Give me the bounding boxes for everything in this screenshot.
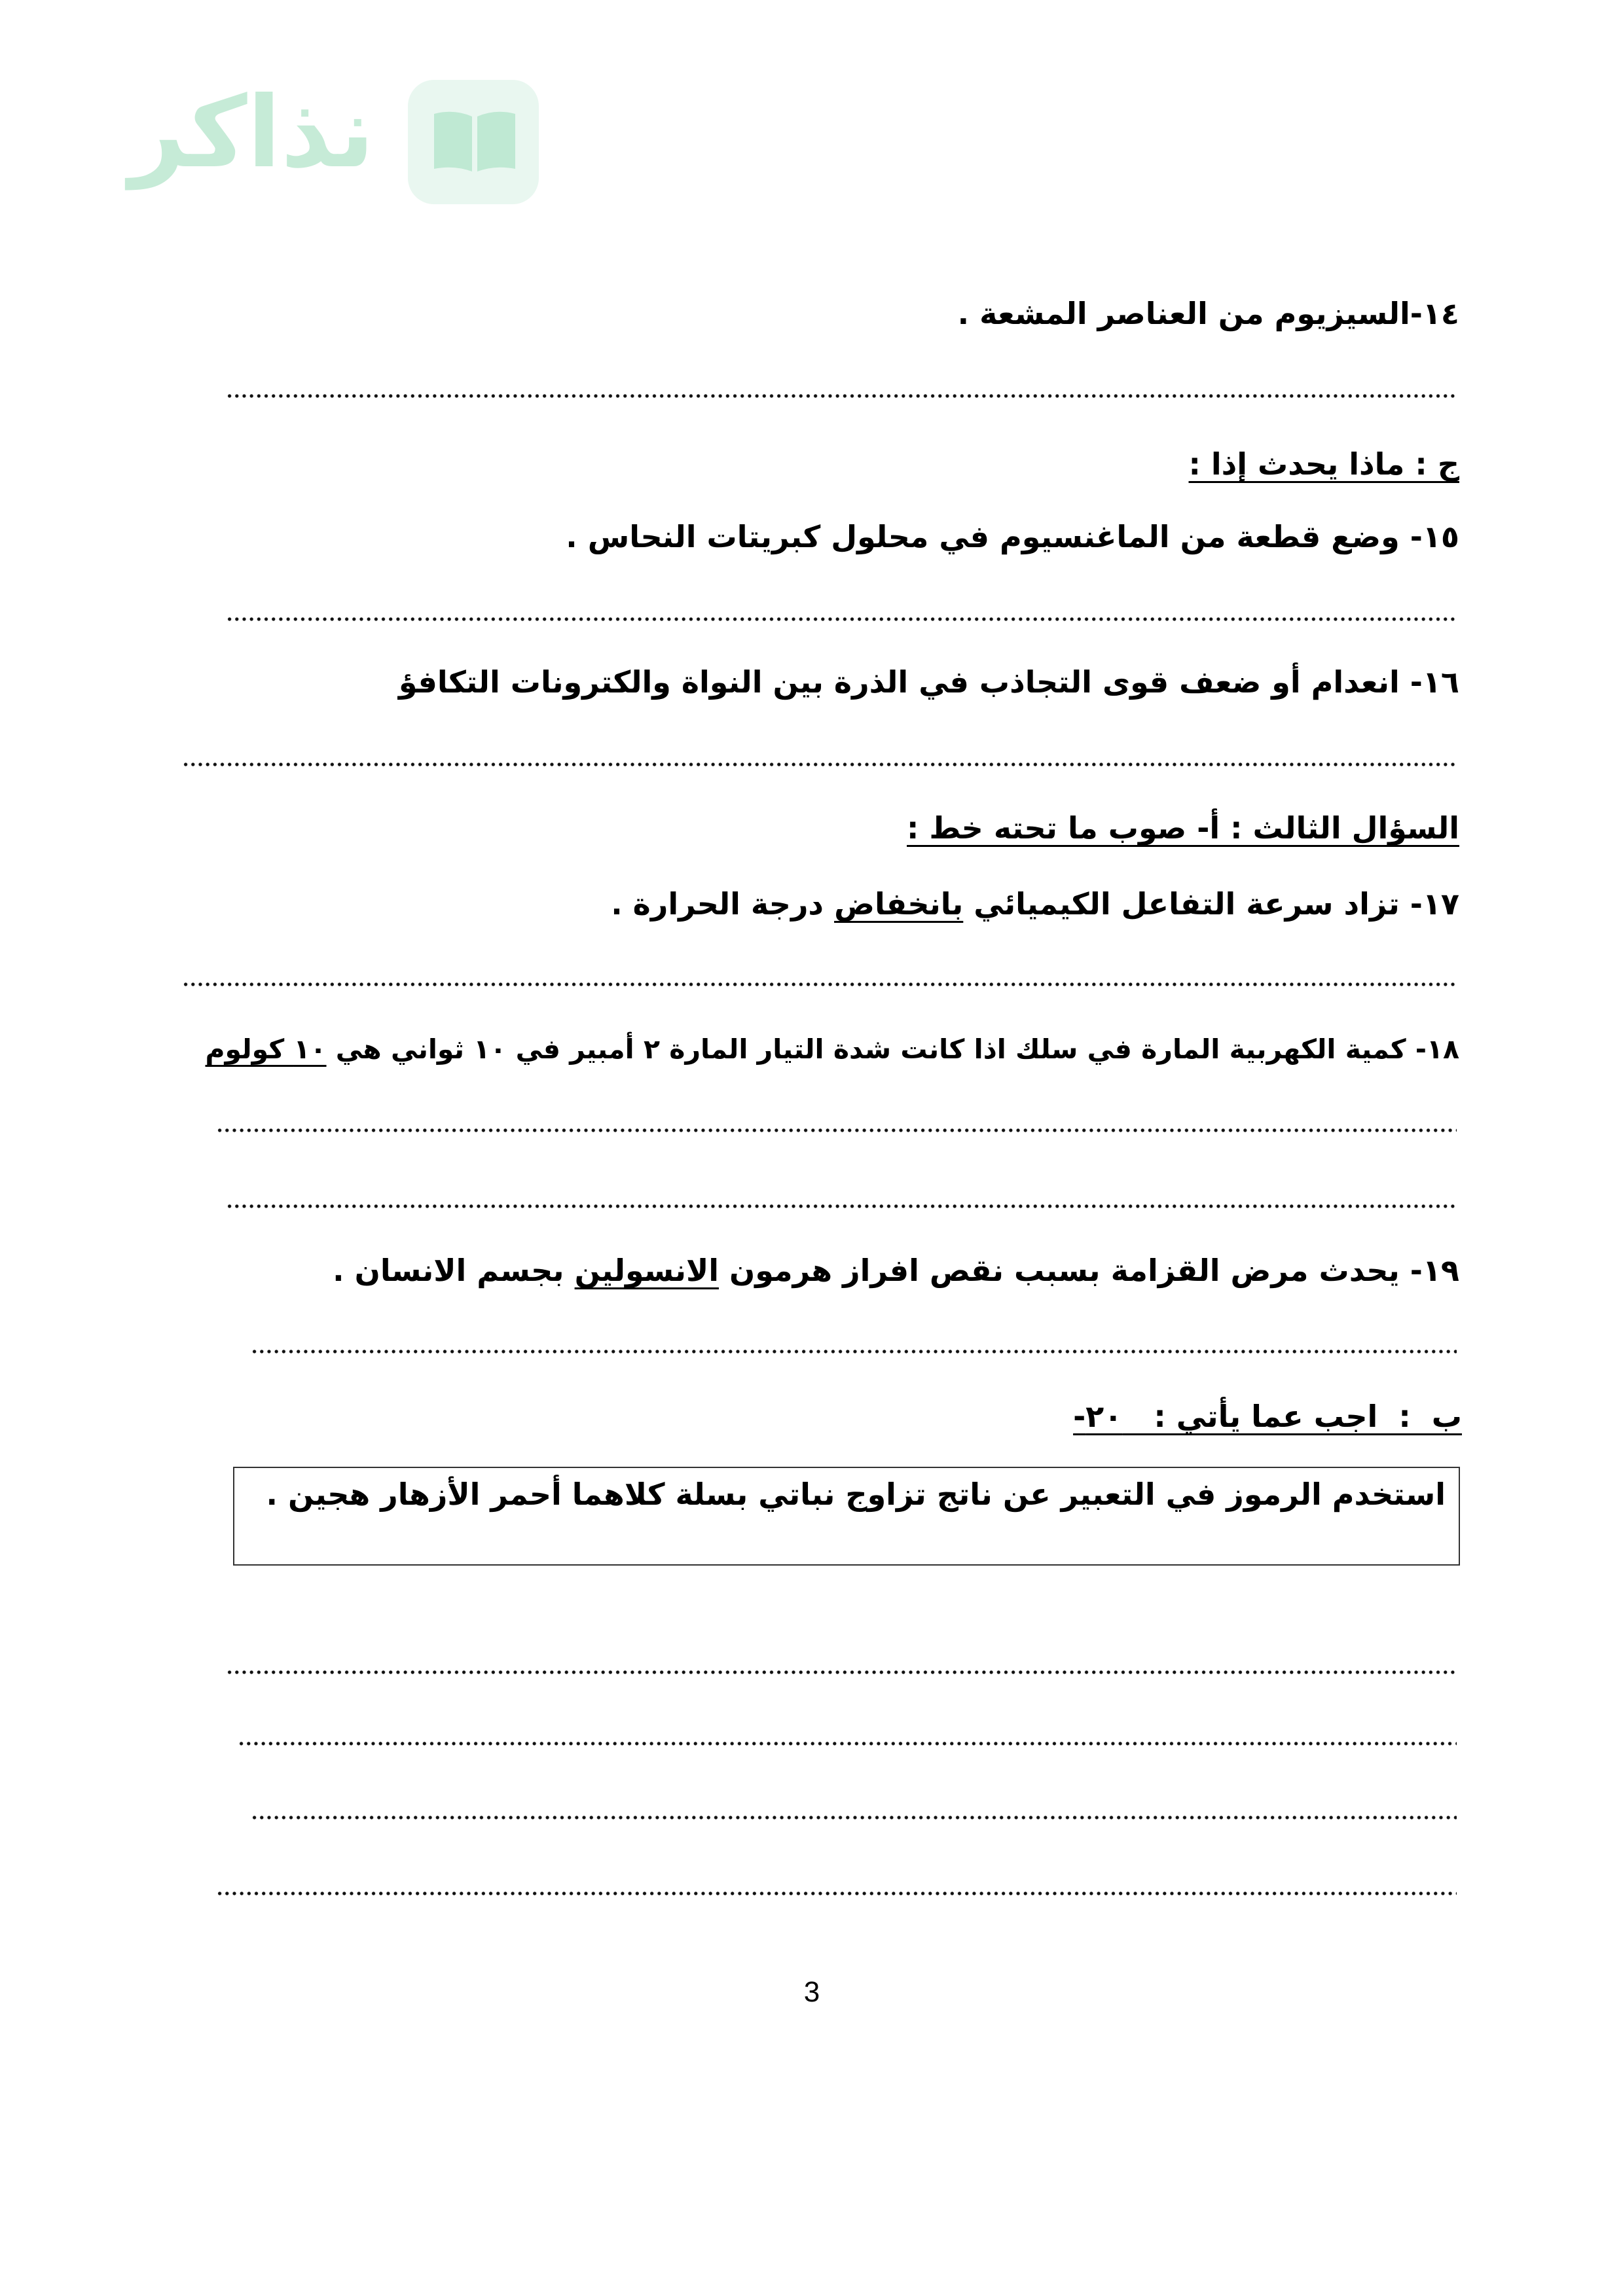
- answer-line: [226, 1669, 1457, 1676]
- question-19: [164, 1247, 1459, 1294]
- question-15: ١٥- وضع قطعة من الماغنسيوم في محلول كبريتات النحاس .: [566, 519, 1459, 554]
- question-14: ١٤-السيزيوم من العناصر المشعة .: [957, 296, 1459, 331]
- answer-line: [251, 1348, 1457, 1355]
- page-number: 3: [803, 1976, 820, 2008]
- answer-line: [226, 1203, 1457, 1210]
- section-3a-heading: [164, 804, 1459, 852]
- question-18-underlined-word: ١٠ كولوم: [205, 1033, 327, 1065]
- answer-line: [216, 1127, 1457, 1134]
- question-17-text-start: ١٧- تزاد سرعة التفاعل الكيميائي: [963, 886, 1459, 922]
- section-c-heading: [164, 440, 1459, 488]
- section-b-heading: [164, 1393, 1462, 1440]
- question-19-text-start: ١٩- يحدث مرض القزامة بسبب نقص افراز هرمون: [718, 1253, 1459, 1288]
- question-20: استخدم الرموز في التعبير عن ناتج تزاوج نباتي بسلة كلاهما أحمر الأزهار هجين .: [266, 1477, 1446, 1512]
- question-19-underlined-word: الانسولين: [574, 1253, 719, 1288]
- answer-line: [251, 1814, 1457, 1821]
- watermark-logo-text: نذاكر: [129, 76, 374, 190]
- answer-line: [216, 1890, 1457, 1897]
- section-c-heading-text: ج : ماذا يحدث إذا :: [1188, 446, 1459, 482]
- answer-line: [238, 1740, 1457, 1747]
- open-book-icon: [431, 109, 518, 174]
- question-19-text-end: بجسم الانسان .: [333, 1253, 575, 1288]
- answer-line: [182, 981, 1457, 988]
- answer-line: [182, 761, 1457, 768]
- question-17-text-end: درجة الحرارة .: [611, 886, 835, 922]
- answer-line: [226, 393, 1457, 399]
- question-16: ١٦- انعدام أو ضعف قوى التجاذب في الذرة بين النواة والكترونات التكافؤ: [398, 664, 1459, 700]
- question-18-text-start: ١٨- كمية الكهربية المارة في سلك اذا كانت شدة التيار المارة ٢ أمبير في ١٠ ثواني هي: [326, 1033, 1459, 1065]
- question-17: [164, 880, 1459, 927]
- answer-line: [226, 616, 1457, 622]
- question-18: [178, 1026, 1459, 1073]
- section-3a-heading-text: السؤال الثالث : أ- صوب ما تحته خط :: [907, 810, 1459, 846]
- question-20-box: [233, 1467, 1460, 1566]
- section-b-heading-text: ب : اجب عما يأتي : ٢٠-: [1073, 1399, 1462, 1434]
- question-17-underlined-word: بانخفاض: [834, 886, 964, 922]
- watermark-logo-tile: [408, 80, 539, 204]
